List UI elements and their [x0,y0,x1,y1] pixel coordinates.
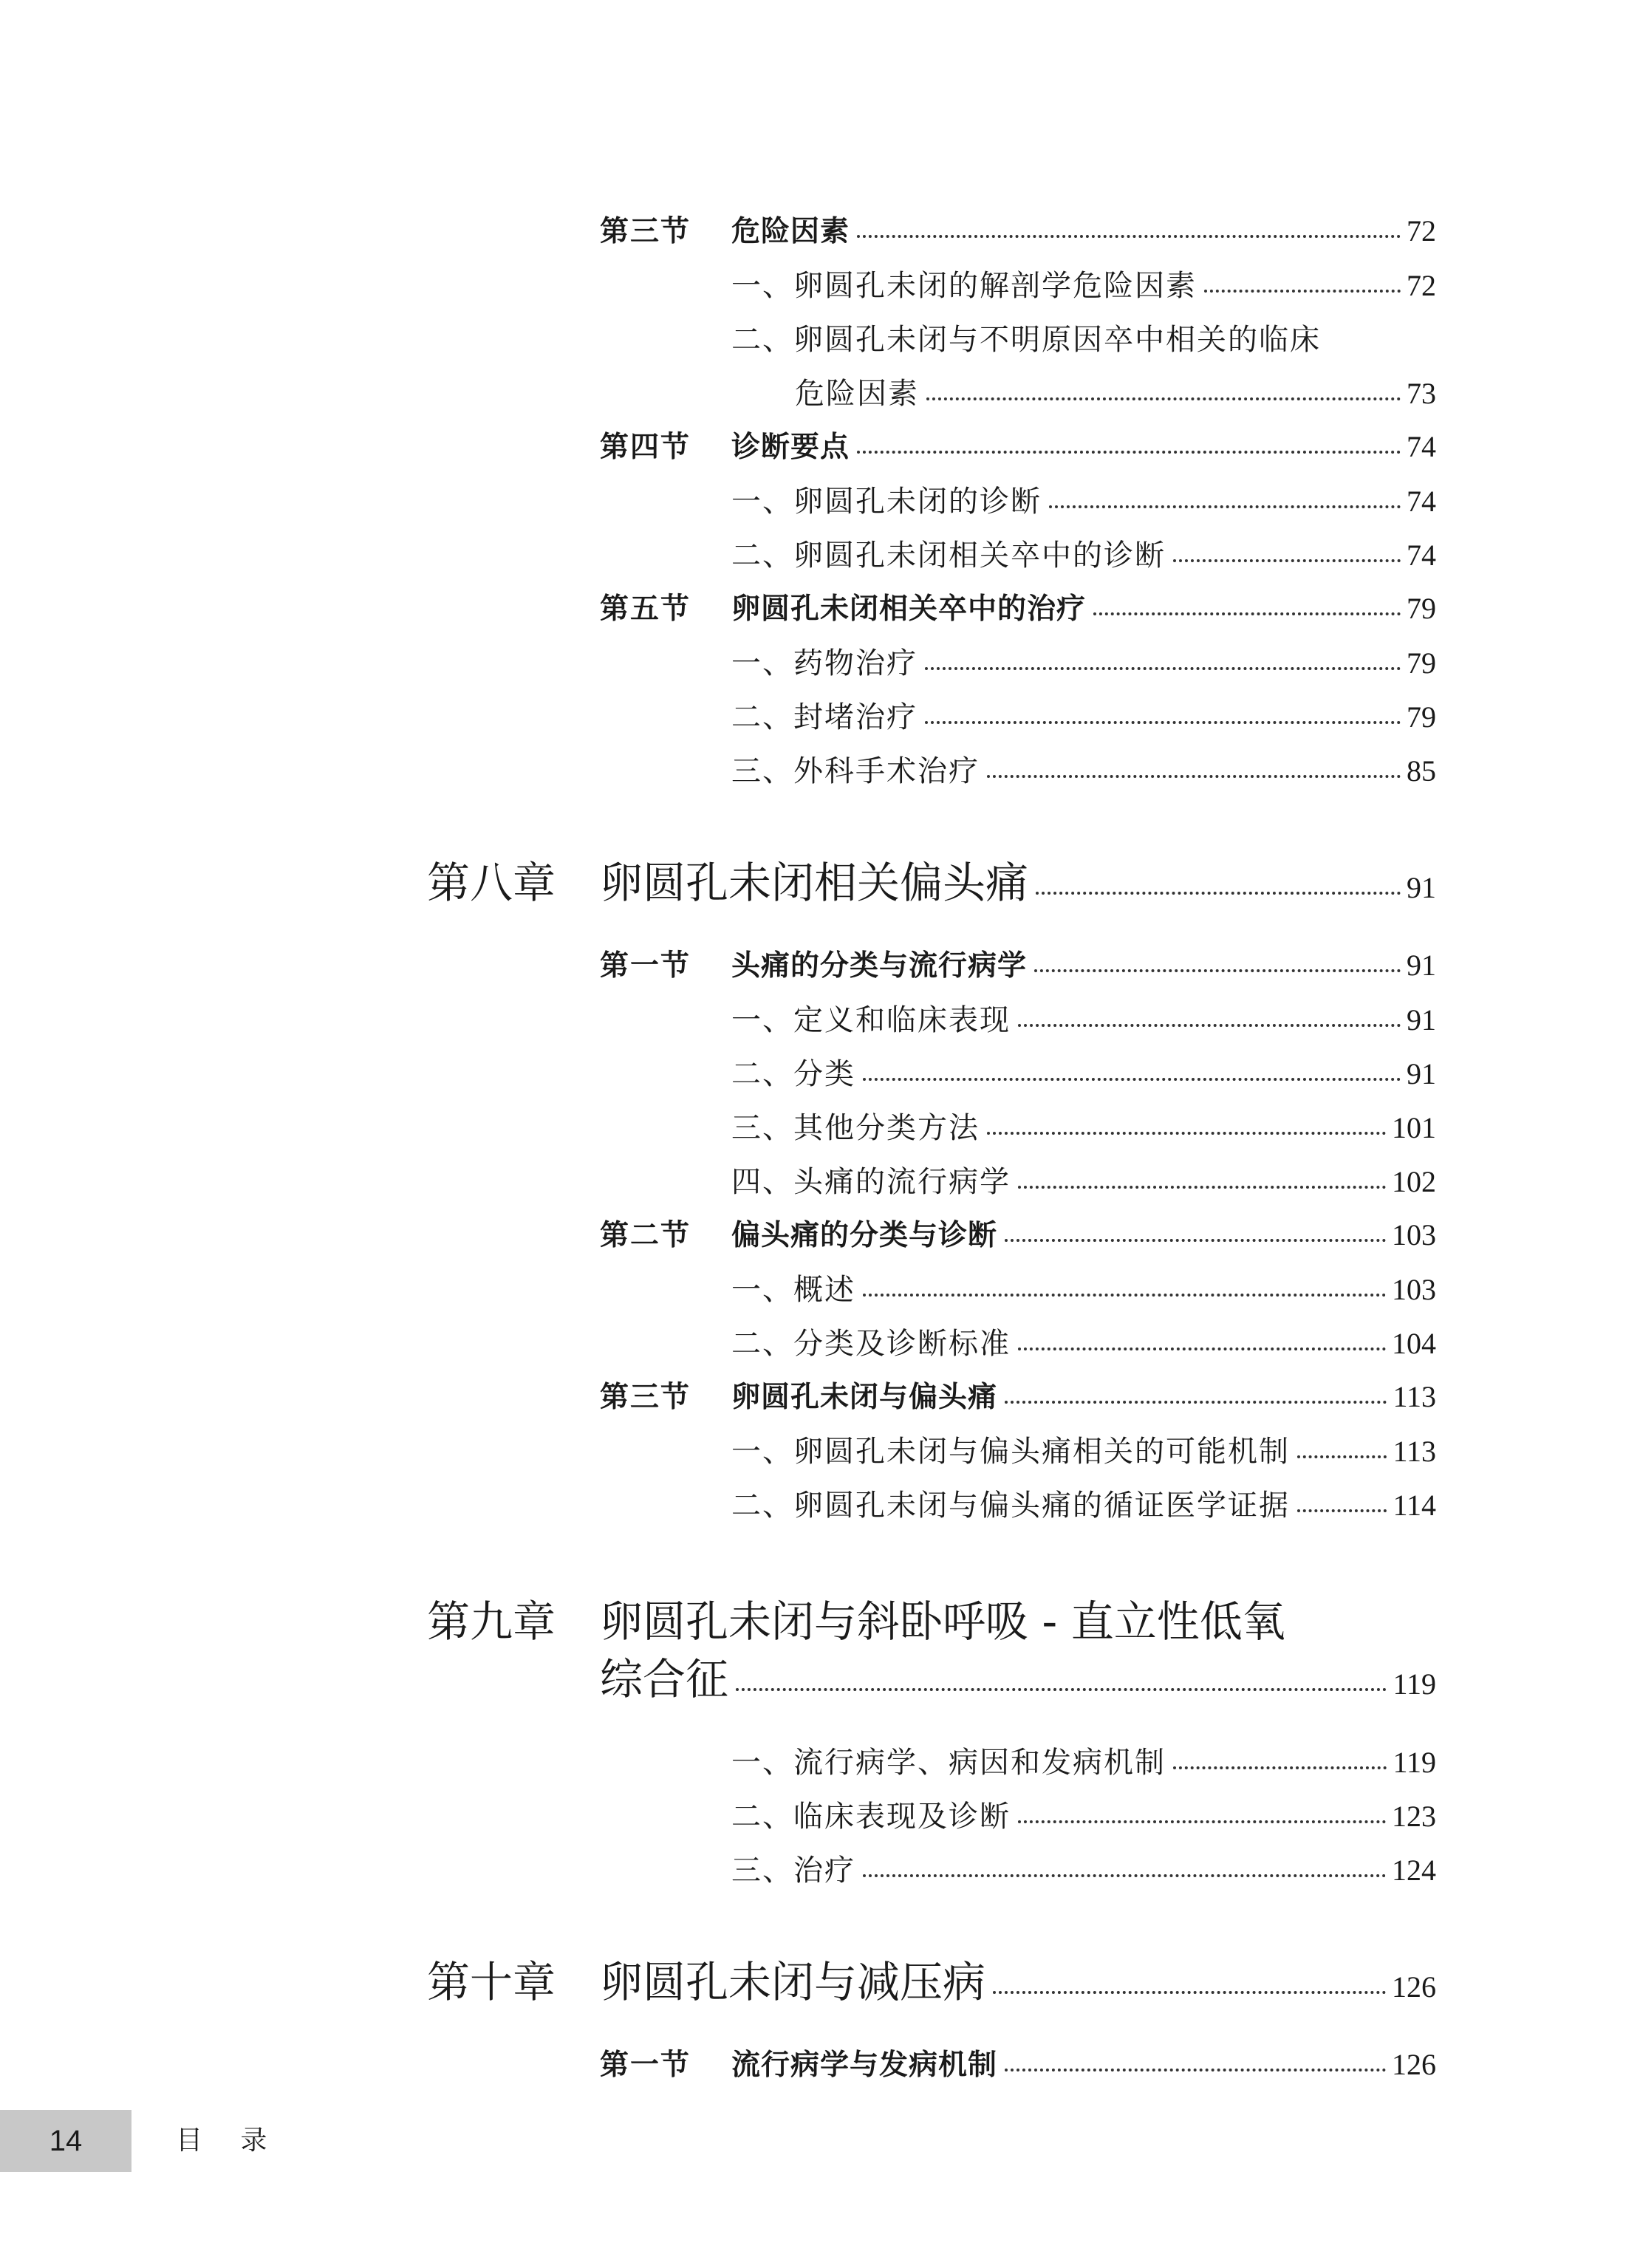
page-number: 126 [1392,1970,1436,2004]
dot-leader [857,235,1401,238]
section-title: 卵圆孔未闭相关卒中的治疗 [731,592,1087,626]
page-number: 114 [1393,1489,1436,1522]
section-label: 第四节 [600,431,691,464]
dot-leader [1018,1024,1401,1027]
item-title: 一、卵圆孔未闭的诊断 [731,485,1042,519]
toc-entry-chapter-line2[interactable] [600,1644,1436,1707]
dot-leader [863,1294,1386,1297]
item-title: 一、卵圆孔未闭的解剖学危险因素 [731,269,1197,303]
item-title: 三、外科手术治疗 [731,754,980,788]
toc-entry-item[interactable] [731,1793,1436,1835]
page-number: 85 [1407,754,1436,788]
toc-entry-item[interactable] [731,262,1436,304]
toc-entry-item[interactable] [731,1847,1436,1889]
toc-entry-item[interactable] [731,1428,1436,1470]
toc-entry-item[interactable] [731,532,1436,574]
page-number: 104 [1392,1327,1436,1360]
dot-leader [863,1078,1401,1081]
page-number: 91 [1407,949,1436,982]
section-title: 偏头痛的分类与诊断 [731,1219,998,1252]
item-title: 四、头痛的流行病学 [731,1165,1011,1199]
section-title: 头痛的分类与流行病学 [731,949,1028,983]
dot-leader [993,1991,1386,1994]
dot-leader [1049,505,1401,508]
item-title: 三、治疗 [731,1854,855,1888]
chapter-label: 第八章 [427,858,556,908]
toc-entry-item[interactable] [731,1051,1436,1093]
chapter-title-continued: 综合征 [600,1654,729,1704]
chapter-label: 第九章 [427,1596,556,1647]
page-number: 74 [1407,539,1436,572]
section-title: 流行病学与发病机制 [731,2049,998,2082]
page-number: 73 [1407,377,1436,410]
dot-leader [987,1132,1386,1135]
dot-leader [1093,612,1401,615]
item-title: 二、临床表现及诊断 [731,1800,1011,1834]
toc-entry-section[interactable] [731,943,1436,984]
section-label: 第一节 [600,949,691,983]
page-number: 103 [1392,1273,1436,1306]
toc-entry-section[interactable] [731,424,1436,465]
page-number: 72 [1407,269,1436,302]
dot-leader [1297,1509,1387,1512]
section-label: 第三节 [600,215,691,248]
section-label: 第三节 [600,1381,691,1414]
dot-leader [925,721,1401,724]
section-label: 第一节 [600,2049,691,2082]
dot-leader [1173,1766,1387,1769]
chapter-title[interactable]: 卵圆孔未闭与斜卧呼吸 - 直立性低氧 [600,1596,1285,1647]
item-title: 三、其他分类方法 [731,1111,980,1145]
chapter-title: 卵圆孔未闭与减压病 [600,1957,986,2007]
dot-leader [1036,892,1401,895]
toc-entry-item[interactable] [731,1104,1436,1147]
page-number: 113 [1393,1435,1436,1468]
toc-entry-item[interactable] [731,1266,1436,1308]
section-title: 诊断要点 [731,431,850,464]
toc-entry-chapter[interactable] [600,848,1436,910]
dot-leader [1297,1455,1387,1458]
page-number: 119 [1393,1667,1436,1701]
toc-entry-section[interactable] [731,208,1436,250]
dot-leader [987,775,1401,778]
page-number: 123 [1392,1800,1436,1833]
toc-entry-item[interactable] [731,1320,1436,1362]
item-title: 二、卵圆孔未闭与不明原因卒中相关的临床 [731,323,1321,357]
toc-entry-item[interactable] [731,748,1436,790]
toc-entry-item[interactable] [731,1739,1436,1781]
dot-leader [1018,1186,1386,1189]
dot-leader [1204,290,1401,293]
page-number: 79 [1407,700,1436,734]
page-number: 126 [1392,2048,1436,2081]
chapter-title: 卵圆孔未闭相关偏头痛 [600,858,1029,908]
section-title: 卵圆孔未闭与偏头痛 [731,1381,998,1414]
item-title: 二、卵圆孔未闭与偏头痛的循证医学证据 [731,1489,1290,1523]
dot-leader [863,1874,1386,1877]
section-label: 第二节 [600,1219,691,1252]
page-number: 79 [1407,592,1436,625]
page-number: 103 [1392,1218,1436,1251]
toc-entry-item[interactable] [731,1158,1436,1200]
item-title: 二、分类 [731,1057,855,1091]
dot-leader [1173,559,1401,562]
toc-entry-item-line1[interactable] [731,316,1321,358]
page-number: 102 [1392,1165,1436,1198]
toc-entry-item[interactable] [731,694,1436,736]
toc-entry-item[interactable] [731,478,1436,520]
dot-leader [925,667,1401,670]
dot-leader [1018,1348,1386,1350]
toc-entry-item[interactable] [731,997,1436,1039]
page-number: 91 [1407,1057,1436,1090]
item-title: 一、药物治疗 [731,646,918,680]
toc-entry-section[interactable] [731,1212,1436,1254]
item-title: 一、定义和临床表现 [731,1003,1011,1037]
page-number: 91 [1407,871,1436,904]
footer-page-number: 14 [49,2125,83,2157]
dot-leader [1018,1820,1386,1823]
item-title: 二、封堵治疗 [731,700,918,734]
toc-entry-section[interactable] [731,586,1436,627]
dot-leader [1005,2069,1386,2071]
item-title: 一、概述 [731,1273,855,1307]
footer-running-title: 目 录 [176,2125,282,2156]
page-number: 72 [1407,214,1436,247]
item-title: 一、流行病学、病因和发病机制 [731,1746,1166,1780]
item-title: 二、分类及诊断标准 [731,1327,1011,1361]
toc-entry-item[interactable] [731,1482,1436,1524]
dot-leader [926,397,1401,400]
page-number: 101 [1392,1111,1436,1144]
toc-entry-item-line2[interactable] [795,370,1436,412]
dot-leader [1034,969,1401,972]
page-number: 113 [1393,1380,1436,1413]
toc-entry-section[interactable] [731,2042,1436,2083]
page-number: 79 [1407,646,1436,680]
page-number: 91 [1407,1003,1436,1036]
page-number: 74 [1407,430,1436,463]
item-title-continued: 危险因素 [795,377,919,411]
chapter-label: 第十章 [427,1957,556,2007]
dot-leader [736,1688,1387,1691]
section-label: 第五节 [600,592,691,626]
item-title: 一、卵圆孔未闭与偏头痛相关的可能机制 [731,1435,1290,1469]
dot-leader [1005,1239,1386,1242]
page-number: 124 [1392,1854,1436,1887]
page-number: 119 [1393,1746,1436,1779]
toc-entry-item[interactable] [731,640,1436,682]
dot-leader [857,451,1401,454]
toc-entry-section[interactable] [731,1374,1436,1415]
page-number: 74 [1407,485,1436,518]
item-title: 二、卵圆孔未闭相关卒中的诊断 [731,539,1166,573]
section-title: 危险因素 [731,215,850,248]
toc-entry-chapter[interactable] [600,1947,1436,2009]
dot-leader [1005,1401,1387,1404]
